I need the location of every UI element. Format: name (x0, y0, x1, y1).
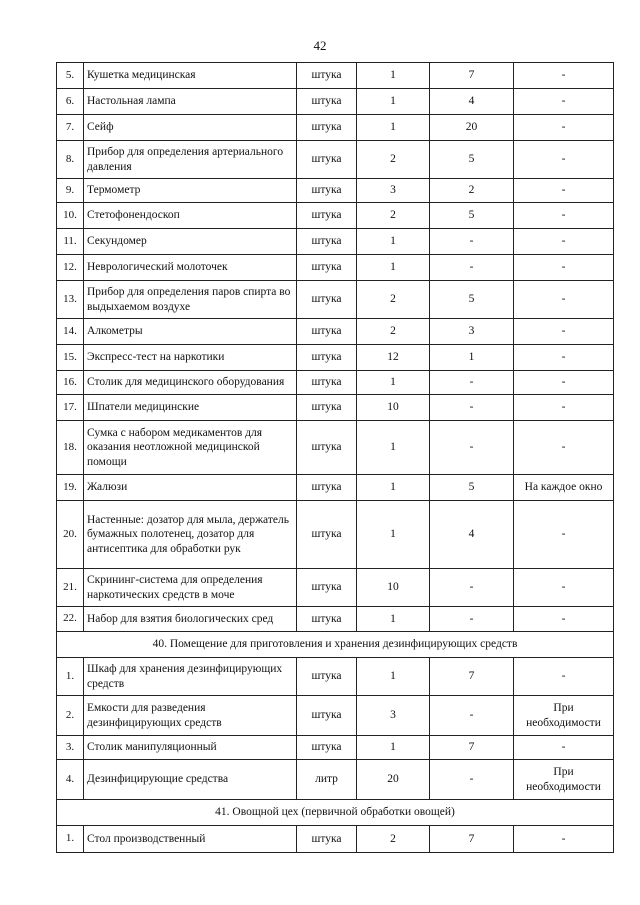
item-service-life: - (430, 255, 514, 281)
item-note: - (514, 826, 614, 853)
item-name: Сейф (84, 115, 297, 141)
item-note: - (514, 371, 614, 395)
table-row (57, 371, 614, 395)
table-row (57, 395, 614, 421)
item-service-life: 4 (430, 501, 514, 569)
table-row (57, 607, 614, 632)
item-name: Набор для взятия биологических сред (84, 607, 297, 632)
table-row (57, 319, 614, 345)
item-number: 20. (57, 501, 84, 569)
item-quantity: 1 (357, 63, 430, 89)
item-name: Стетофонендоскоп (84, 203, 297, 229)
item-note: - (514, 89, 614, 115)
item-number: 19. (57, 475, 84, 501)
item-name: Настольная лампа (84, 89, 297, 115)
item-quantity: 1 (357, 421, 430, 475)
item-note: При необходимости (514, 696, 614, 736)
item-unit: штука (297, 141, 357, 179)
item-quantity: 10 (357, 569, 430, 607)
item-unit: штука (297, 826, 357, 853)
item-unit: штука (297, 319, 357, 345)
item-quantity: 1 (357, 658, 430, 696)
item-unit: штука (297, 736, 357, 760)
item-service-life: 2 (430, 179, 514, 203)
item-quantity: 1 (357, 371, 430, 395)
item-name: Кушетка медицинская (84, 63, 297, 89)
item-service-life: 5 (430, 141, 514, 179)
item-number: 5. (57, 63, 84, 89)
item-quantity: 1 (357, 736, 430, 760)
item-quantity: 2 (357, 141, 430, 179)
item-service-life: 4 (430, 89, 514, 115)
item-number: 3. (57, 736, 84, 760)
item-service-life: - (430, 229, 514, 255)
item-service-life: 7 (430, 63, 514, 89)
item-name: Прибор для определения паров спирта во выдыхаемом воздухе (84, 281, 297, 319)
item-unit: штука (297, 179, 357, 203)
section-title: 41. Овощной цех (первичной обработки овощей) (57, 800, 614, 826)
item-name: Сумка с набором медикаментов для оказания неотложной медицинской помощи (84, 421, 297, 475)
item-note: - (514, 658, 614, 696)
item-unit: штука (297, 281, 357, 319)
item-note: - (514, 229, 614, 255)
item-number: 14. (57, 319, 84, 345)
table-row (57, 421, 614, 475)
item-note: На каждое окно (514, 475, 614, 501)
item-note: - (514, 179, 614, 203)
item-unit: штука (297, 475, 357, 501)
item-name: Шпатели медицинские (84, 395, 297, 421)
item-unit: штука (297, 696, 357, 736)
item-service-life: 5 (430, 203, 514, 229)
table-row (57, 203, 614, 229)
item-note: - (514, 255, 614, 281)
item-quantity: 2 (357, 203, 430, 229)
item-quantity: 3 (357, 696, 430, 736)
item-quantity: 1 (357, 255, 430, 281)
item-quantity: 10 (357, 395, 430, 421)
item-note: - (514, 501, 614, 569)
table-row (57, 826, 614, 853)
item-number: 15. (57, 345, 84, 371)
item-quantity: 12 (357, 345, 430, 371)
item-unit: штука (297, 345, 357, 371)
item-number: 2. (57, 696, 84, 736)
table-row (57, 115, 614, 141)
item-number: 11. (57, 229, 84, 255)
item-name: Скрининг-система для определения наркотических средств в моче (84, 569, 297, 607)
item-service-life: 20 (430, 115, 514, 141)
item-name: Секундомер (84, 229, 297, 255)
item-number: 1. (57, 826, 84, 853)
table-row (57, 63, 614, 89)
item-quantity: 1 (357, 501, 430, 569)
item-unit: штука (297, 255, 357, 281)
item-service-life: 7 (430, 658, 514, 696)
table-row (57, 475, 614, 501)
item-service-life: 7 (430, 826, 514, 853)
item-note: При необходимости (514, 760, 614, 800)
item-unit: штука (297, 501, 357, 569)
item-quantity: 2 (357, 826, 430, 853)
item-name: Алкометры (84, 319, 297, 345)
item-service-life: 7 (430, 736, 514, 760)
table-row (57, 179, 614, 203)
item-service-life: - (430, 760, 514, 800)
table-row (57, 141, 614, 179)
section-header-row (57, 632, 614, 658)
item-name: Экспресс-тест на наркотики (84, 345, 297, 371)
item-service-life: - (430, 569, 514, 607)
item-number: 13. (57, 281, 84, 319)
item-number: 17. (57, 395, 84, 421)
section-header-row (57, 800, 614, 826)
item-number: 10. (57, 203, 84, 229)
item-number: 4. (57, 760, 84, 800)
table-row (57, 501, 614, 569)
item-name: Шкаф для хранения дезинфицирующих средств (84, 658, 297, 696)
item-unit: штука (297, 229, 357, 255)
item-number: 9. (57, 179, 84, 203)
item-quantity: 1 (357, 229, 430, 255)
item-unit: штука (297, 89, 357, 115)
item-note: - (514, 281, 614, 319)
item-note: - (514, 421, 614, 475)
table-row (57, 89, 614, 115)
section-title: 40. Помещение для приготовления и хранения дезинфицирующих средств (57, 632, 614, 658)
item-quantity: 1 (357, 475, 430, 501)
item-quantity: 1 (357, 115, 430, 141)
table-row (57, 760, 614, 800)
item-name: Емкости для разведения дезинфицирующих средств (84, 696, 297, 736)
item-name: Стол производственный (84, 826, 297, 853)
item-unit: литр (297, 760, 357, 800)
item-unit: штука (297, 569, 357, 607)
item-note: - (514, 319, 614, 345)
item-number: 6. (57, 89, 84, 115)
item-unit: штука (297, 421, 357, 475)
item-number: 8. (57, 141, 84, 179)
item-unit: штука (297, 115, 357, 141)
item-quantity: 2 (357, 319, 430, 345)
table-row (57, 255, 614, 281)
item-note: - (514, 63, 614, 89)
item-note: - (514, 203, 614, 229)
item-name: Жалюзи (84, 475, 297, 501)
item-note: - (514, 395, 614, 421)
item-note: - (514, 345, 614, 371)
item-service-life: - (430, 371, 514, 395)
item-unit: штука (297, 658, 357, 696)
item-name: Настенные: дозатор для мыла, держатель бумажных полотенец, дозатор для антисептика для обработки рук (84, 501, 297, 569)
item-quantity: 1 (357, 607, 430, 632)
item-name: Прибор для определения артериального давления (84, 141, 297, 179)
item-service-life: 3 (430, 319, 514, 345)
item-name: Столик манипуляционный (84, 736, 297, 760)
equipment-table (56, 62, 614, 853)
page-number: 42 (313, 38, 327, 53)
item-unit: штука (297, 607, 357, 632)
table-row (57, 569, 614, 607)
item-name: Термометр (84, 179, 297, 203)
item-service-life: 1 (430, 345, 514, 371)
item-unit: штука (297, 203, 357, 229)
item-quantity: 2 (357, 281, 430, 319)
item-number: 18. (57, 421, 84, 475)
item-unit: штука (297, 395, 357, 421)
table-row (57, 658, 614, 696)
item-note: - (514, 115, 614, 141)
item-service-life: 5 (430, 281, 514, 319)
item-name: Дезинфицирующие средства (84, 760, 297, 800)
table-row (57, 736, 614, 760)
item-number: 21. (57, 569, 84, 607)
item-service-life: - (430, 607, 514, 632)
item-service-life: 5 (430, 475, 514, 501)
table-row (57, 696, 614, 736)
item-note: - (514, 736, 614, 760)
item-unit: штука (297, 63, 357, 89)
item-number: 16. (57, 371, 84, 395)
item-number: 1. (57, 658, 84, 696)
item-name: Столик для медицинского оборудования (84, 371, 297, 395)
table-row (57, 281, 614, 319)
item-unit: штука (297, 371, 357, 395)
item-note: - (514, 607, 614, 632)
item-service-life: - (430, 421, 514, 475)
item-quantity: 3 (357, 179, 430, 203)
item-number: 7. (57, 115, 84, 141)
table-row (57, 345, 614, 371)
item-quantity: 20 (357, 760, 430, 800)
item-number: 22. (57, 607, 84, 632)
item-number: 12. (57, 255, 84, 281)
item-name: Неврологический молоточек (84, 255, 297, 281)
item-note: - (514, 141, 614, 179)
item-service-life: - (430, 696, 514, 736)
item-quantity: 1 (357, 89, 430, 115)
item-note: - (514, 569, 614, 607)
item-service-life: - (430, 395, 514, 421)
table-row (57, 229, 614, 255)
